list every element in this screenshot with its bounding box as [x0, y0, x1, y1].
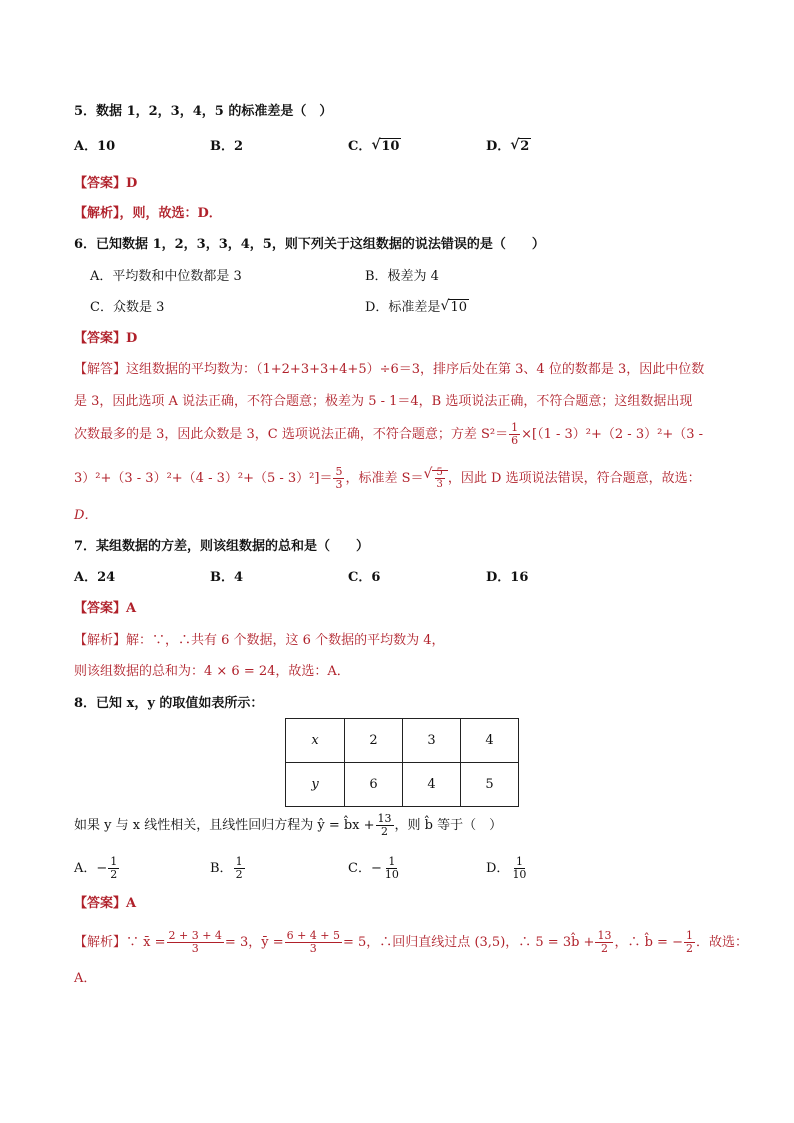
q8-option-a-fraction [108, 856, 119, 881]
q6-solution-line-4a: 3）²+（3 - 3）²+（4 - 3）²+（5 - 3）²]＝ [74, 471, 333, 486]
fraction-denominator: 2 [600, 942, 608, 955]
fraction-numerator: 1 [685, 929, 693, 942]
q8-analysis-a: 【解析】∵ x̄ = [74, 935, 166, 950]
q5-analysis: 【解析】，则，故选：D． [74, 206, 222, 221]
fraction-numerator: 1 [235, 855, 243, 868]
table-cell: 4 [461, 719, 519, 763]
fraction-numerator: 1 [110, 855, 118, 868]
fraction-numerator: 5 [335, 465, 343, 478]
q8-option-b-label: B． [210, 861, 233, 876]
q8-analysis-b: = 3，ȳ = [224, 935, 284, 950]
q8-analysis-c: = 5，∴回归直线过点 (3,5)，∴ 5 = 3b̂ + [343, 935, 595, 950]
fraction-denominator: 2 [110, 868, 118, 881]
q8-option-a-label: A．− [74, 861, 108, 876]
q8-condition-a: 如果 y 与 x 线性相关，且线性回归方程为 ŷ = b̂x + [74, 818, 375, 833]
sqrt-symbol: √ 2 [510, 137, 530, 154]
q8-analysis-last: A． [74, 971, 97, 986]
table-cell: 6 [345, 763, 403, 807]
q5-stem: 5．数据 1，2，3，4，5 的标准差是（ ） [74, 104, 333, 119]
q6-option-b: B．极差为 4 [365, 269, 439, 284]
q8-option-c [348, 856, 402, 881]
q6-solution-line-3 [74, 422, 703, 447]
q8-analysis-fraction-1 [167, 930, 224, 955]
fraction-thirteen-halves [376, 813, 394, 838]
table-cell: x [286, 719, 345, 763]
q8-condition [74, 813, 502, 838]
fraction-denominator: 2 [381, 825, 389, 838]
q8-option-c-label: C．− [348, 861, 382, 876]
q8-option-c-fraction [383, 856, 401, 881]
q8-option-d [486, 856, 529, 881]
q5-answer: 【答案】D [74, 176, 138, 191]
q5-option-d-radicand: 2 [520, 139, 530, 154]
fraction-denominator: 10 [384, 868, 399, 881]
q7-option-c: C．6 [348, 570, 381, 585]
q6-stem: 6．已知数据 1，2，3，3，4，5，则下列关于这组数据的说法错误的是（ ） [74, 237, 545, 252]
table-cell: 4 [403, 763, 461, 807]
q5-option-a: A．10 [74, 139, 116, 154]
sqrt-symbol: √ 10 [440, 298, 467, 315]
q6-solution-line-3b: ×[（1 - 3）²+（2 - 3）²+（3 - [521, 427, 704, 442]
fraction-denominator: 10 [512, 868, 527, 881]
fraction-numerator: 6 + 4 + 5 [286, 929, 341, 942]
table-cell: 2 [345, 719, 403, 763]
q6-solution-line-3a: 次数最多的是 3，因此众数是 3，C 选项说法正确，不符合题意；方差 S²＝ [74, 427, 509, 442]
q5-option-c-radicand: 10 [381, 139, 400, 154]
q6-solution-line-2: 是 3，因此选项 A 说法正确，不符合题意；极差为 5 - 1＝4，B 选项说法正确，不符合题意；这组数据出现 [74, 394, 693, 409]
q5-option-d [486, 138, 531, 156]
q6-option-c: C．众数是 3 [90, 300, 165, 315]
table-row [286, 719, 519, 763]
table-cell: y [286, 763, 345, 807]
q8-analysis-e: ．故选： [695, 935, 748, 950]
q7-analysis-line-2: 则该组数据的总和为：4 × 6 = 24，故选：A． [74, 664, 350, 679]
sqrt-symbol: √ 10 [371, 137, 400, 154]
q8-option-b [210, 856, 246, 881]
fraction-five-thirds [333, 466, 344, 491]
q8-analysis [74, 930, 748, 955]
q8-data-table [285, 718, 519, 807]
sqrt-symbol: √ $\frac{5}{3}$ [424, 467, 448, 490]
fraction-five-thirds-radicand [435, 467, 445, 490]
q7-stem: 7．某组数据的方差，则该组数据的总和是（ ） [74, 539, 370, 554]
table-cell: 5 [461, 763, 519, 807]
q6-solution-line-1: 【解答】这组数据的平均数为：（1+2+3+3+4+5）÷6＝3，排序后处在第 3、4 位的数都是 3，因此中位数 [74, 362, 705, 377]
q6-solution-line-4b: ，标准差 S＝ [345, 471, 424, 486]
fraction-one-sixth [509, 422, 520, 447]
fraction-denominator: 3 [436, 479, 443, 490]
q8-option-d-fraction [510, 856, 528, 881]
fraction-denominator: 6 [511, 434, 519, 447]
q5-option-d-label: D． [486, 139, 511, 154]
q7-analysis-line-1: 【解析】解：∵，∴共有 6 个数据，这 6 个数据的平均数为 4， [74, 633, 445, 648]
q8-analysis-fraction-3 [595, 930, 613, 955]
fraction-numerator: 1 [515, 855, 523, 868]
fraction-denominator: 3 [335, 478, 343, 491]
q6-answer: 【答案】D [74, 331, 138, 346]
q8-analysis-fraction-2 [285, 930, 342, 955]
q7-option-d: D．16 [486, 570, 529, 585]
q8-analysis-d: ，∴ b̂ = − [614, 935, 683, 950]
fraction-numerator: 1 [388, 855, 396, 868]
q8-option-d-label: D． [486, 861, 510, 876]
fraction-numerator: 2 + 3 + 4 [168, 929, 222, 942]
q5-option-b: B．2 [210, 139, 244, 154]
q6-solution-line-4c: ，因此 D 选项说法错误，符合题意，故选： [447, 471, 701, 486]
q8-analysis-fraction-4 [684, 930, 695, 955]
q6-solution-line-5: D． [74, 508, 98, 523]
table-cell: 3 [403, 719, 461, 763]
q5-option-c [348, 138, 401, 156]
q5-option-c-label: C． [348, 139, 372, 154]
q6-solution-line-4 [74, 466, 701, 491]
table-row [286, 763, 519, 807]
fraction-denominator: 3 [309, 942, 317, 955]
q7-answer: 【答案】A [74, 601, 137, 616]
q7-option-a: A．24 [74, 570, 116, 585]
q8-stem: 8．已知 x，y 的取值如表所示： [74, 696, 264, 711]
q6-option-a: A．平均数和中位数都是 3 [90, 269, 242, 284]
fraction-denominator: 3 [191, 942, 199, 955]
q6-option-d [365, 299, 469, 317]
q7-option-b: B．4 [210, 570, 244, 585]
fraction-denominator: 2 [685, 942, 693, 955]
q8-answer: 【答案】A [74, 896, 137, 911]
fraction-numerator: 13 [597, 929, 612, 942]
q8-condition-b: ，则 b̂ 等于（ ） [394, 818, 503, 833]
fraction-numerator: 1 [511, 421, 519, 434]
fraction-numerator: 13 [377, 812, 392, 825]
q8-option-b-fraction [234, 856, 245, 881]
q6-option-d-label: D．标准差是 [365, 300, 441, 315]
fraction-numerator: 5 [436, 467, 443, 478]
q6-option-d-radicand: 10 [450, 300, 467, 315]
fraction-denominator: 2 [235, 868, 243, 881]
q8-option-a [74, 856, 120, 881]
